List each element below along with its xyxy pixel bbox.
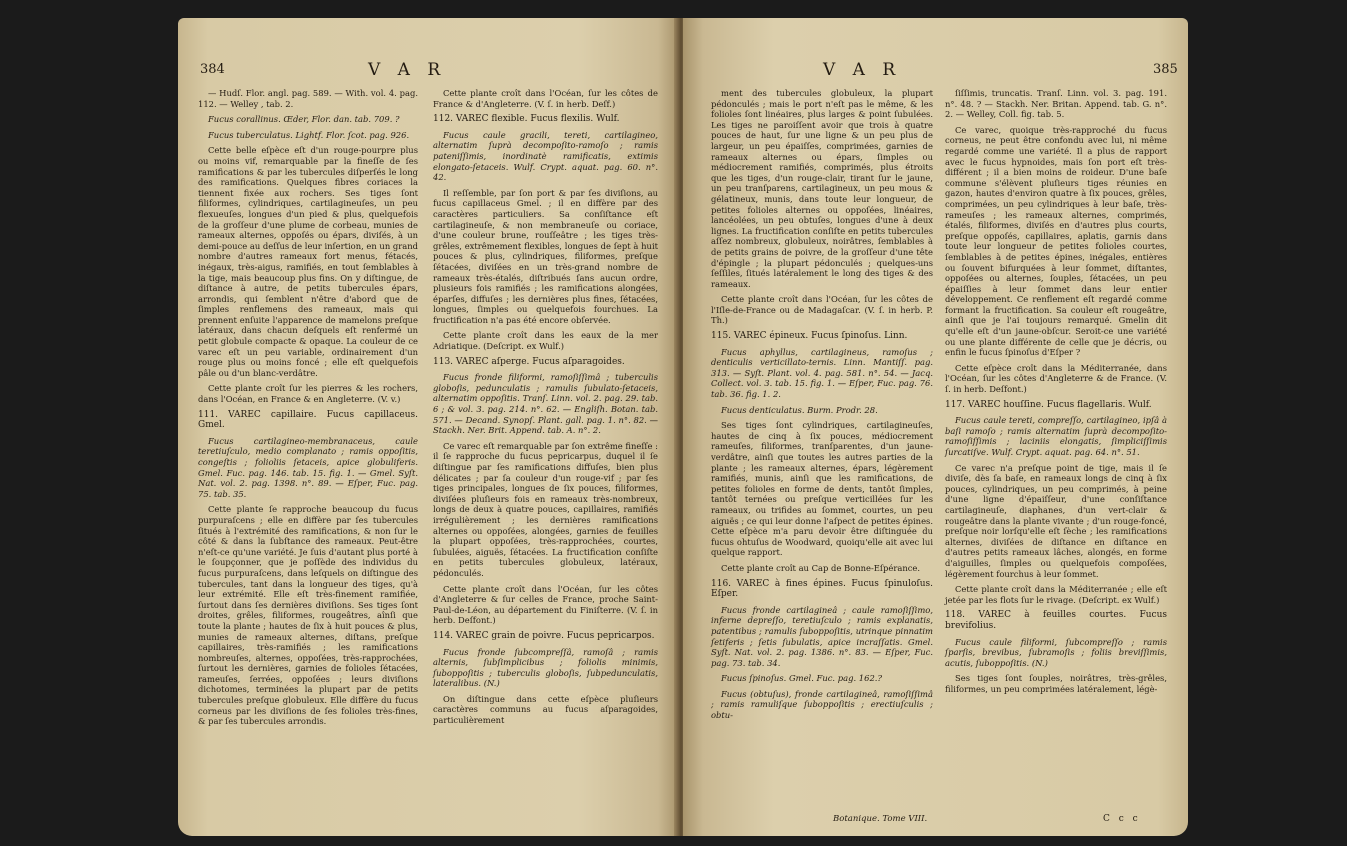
text-paragraph: Ce varec eſt remarquable par ſon extrême fineſſe : il ſe rapproche du fucus pepricarpus, duquel il ſe diſtingue par ſes ramifications diffuſes, bien plus délicates ; par ſa couleur d'un rouge-vif ; par ſes tiges principales, longues de ſix pouces, filiformes, diviſées pluſieurs fois en rameaux très-nombreux, longs de deux à quatre pouces, capillaires, ramifiés irrégulièrement ; les dernières ramifications alternes ou oppoſées, alongées, garnies de feuilles la plupart oppoſées, très-rapprochées, courtes, ſubulées, aiguës, ſétacées. La fructification conſiſte en petits tubercules globuleux, latéraux, pédonculés. (433, 440, 658, 578)
text-paragraph: Cette plante croît dans l'Océan, ſur les côtes de France & d'Angleterre. (V. ſ. in herb. Deſf.) (433, 88, 658, 109)
text-paragraph: Fucus aphyllus, cartilagineus, ramoſus ; denticulis verticillato-ternis. Linn. Mantiſſ. pag. 313. — Syſt. Plant. vol. 4. pag. 581. n°. 54. — Jacq. Collect. vol. 3. tab. 15. fig. 1. — Eſper, Fuc. pag. 76. tab. 36. fig. 1. 2. (711, 346, 933, 400)
text-paragraph: ment des tubercules globuleux, la plupart pédonculés ; mais le port n'eſt pas le même, & les folioles ſont linéaires, plus larges & point ſubulées. Les tiges ne paroiſſent avoir que trois à quatre pouces de haut, ſur une ligne & un peu plus de largeur, un peu épaiſſes, comprimées, garnies de rameaux alternes ou épars, ſimples ou médiocrement ramifiés, comprimés, plus étroits que les tiges, d'un rouge-clair, tirant ſur le jaune, un peu tranſparens, cartilagineux, un peu mous & gélatineux, munis, dans toute leur longueur, de petites folioles alternes ou oppoſées, linéaires, lancéolées, un peu obtuſes, longues d'une à deux lignes. La fructification conſiſte en petits tubercules aſſez nombreux, globuleux, noirâtres, ſemblables à de petits grains de poivre, de la groſſeur d'une tête d'épingle ; la plupart pédonculés ; quelques-uns ſeſſiles, ſitués latéralement le long des tiges & des rameaux. (711, 88, 933, 289)
text-paragraph: Cette plante croît dans la Méditerranée ; elle eſt jetée par les flots ſur le rivage. (Deſcript. ex Wulf.) (945, 584, 1167, 605)
text-paragraph: Fucus tuberculatus. Lightf. Flor. ſcot. pag. 926. (208, 129, 410, 140)
signature-mark: C c c (1103, 814, 1141, 824)
text-paragraph: — Hudſ. Flor. angl. pag. 589. — With. vol. 4. pag. 112. — Welley , tab. 2. (198, 88, 418, 109)
text-paragraph: Fucus fronde ſubcompreſſâ, ramoſâ ; ramis alternis, ſubſimplicibus ; foliolis minimis, ſuboppoſitis ; tuberculis globoſis, ſubpedunculatis, lateralibus. (N.) (433, 646, 658, 689)
text-paragraph: 117. VAREC houſſine. Fucus flagellaris. Wulf. (945, 399, 1152, 410)
text-paragraph: Fucus caule gracili, tereti, cartilagineo, alternatim ſuprà decompoſito-ramoſo ; ramis pateniſſimis, inordinatè ramificatis, extimis elongato-ſetaceis. Wulf. Crypt. aquat. pag. 60. n°. 42. (433, 129, 658, 183)
right-column-1 (711, 88, 933, 813)
text-paragraph: Ce varec, quoique très-rapproché du fucus corneus, ne peut être confondu avec lui, ni même regardé comme une variété. Il a plus de rapport avec le fucus hypnoides, mais ſon port eſt très-différent ; il a bien moins de roideur. D'une baſe commune s'élèvent pluſieurs tiges réunies en gazon, hautes d'environ quatre à ſix pouces, grêles, comprimées, un peu cylindriques à leur baſe, très-rameuſes ; les rameaux alternes, comprimés, étalés, filiformes, diviſés en d'autres plus courts, preſque oppoſés, capillaires, aplatis, garnis dans toute leur longueur de petites folioles courtes, ſemblables à de petites épines, inégales, entières ou ſouvent bifurquées à leur ſommet, diſtantes, oppoſées ou alternes, ſouples, ſétacées, un peu épaiſſies à leur ſommet dans leur entier développement. Ce renflement eſt regardé comme formant la fructification. Sa couleur eſt rougeâtre, ainſi que je l'ai toujours remarqué. Gmelin dit qu'elle eſt d'un jaune-obſcur. Seroit-ce une variété ou une plante différente de celle que je décris, ou enfin le fucus ſpinoſus d'Eſper ? (945, 124, 1167, 358)
running-header-right: V A R (823, 60, 902, 80)
text-paragraph: 112. VAREC flexible. Fucus flexilis. Wulf. (433, 114, 620, 125)
open-book (178, 18, 1188, 838)
text-paragraph: Cette plante croît dans l'Océan, ſur les côtes d'Angleterre & ſur celles de France, proche Saint-Paul-de-Léon, au département du Finiſterre. (V. ſ. in herb. Deſfont.) (433, 583, 658, 626)
text-paragraph: Fucus cartilagineo-membranaceus, caule teretiuſculo, medio complanato ; ramis oppoſitis, congeſtis ; folioliis ſetaceis, apice globuliferis. Gmel. Fuc. pag. 146. tab. 15. fig. 1. — Gmel. Syſt. Nat. vol. 2. pag. 1398. n°. 89. — Eſper, Fuc. pag. 75. tab. 35. (198, 435, 418, 499)
text-paragraph: Cette plante croît dans les eaux de la mer Adriatique. (Deſcript. ex Wulf.) (433, 330, 658, 352)
left-column-2 (433, 88, 658, 833)
text-paragraph: Il reſſemble, par ſon port & par ſes diviſions, au fucus capillaceus Gmel. ; il en diffère par des caractères particuliers. Sa conſiſtance eſt cartilagineuſe, & non membraneuſe ou coriace, d'une couleur brune, rouſſeâtre ; les tiges très-grêles, extrêmement flexibles, longues de ſept à huit pouces & plus, cylindriques, filiformes, preſque ſétacées, diviſées en un très-grand nombre de rameaux très-étalés, diſtribués ſans aucun ordre, plusieurs fois ramifiés ; les ramifications alongées, éparſes, diffuſes ; les dernières plus fines, ſétacées, longues, ſimples ou quelquefois fourchues. La fructification n'a pas été encore obſervée. (433, 187, 658, 325)
text-paragraph: ſiſſimis, truncatis. Tranſ. Linn. vol. 3. pag. 191. n°. 48. ? — Stackh. Ner. Britan. Append. tab. G. n°. 2. — Welley, Coll. fig. tab. 5. (945, 88, 1167, 120)
right-column-2 (945, 88, 1167, 828)
left-column-1 (198, 88, 418, 833)
text-paragraph: Ses tiges ſont cylindriques, cartilagineuſes, hautes de cinq à ſix pouces, médiocrement rameuſes, filiformes, tranſparentes, d'un jaune-verdâtre, ainſi que toutes les autres parties de la plante ; les rameaux alternes, épars, légèrement ramifiés, munis, ainſi que les ramifications, de petites folioles en forme de dents, tantôt ſimples, tantôt ternées ou preſque verticillées ſur les rameaux, ou trifides au ſommet, courtes, un peu aiguës ; ce qui leur donne l'aſpect de petites épines. Cette eſpèce m'a paru devoir être diſtinguée du fucus ohtuſus de Woodward, quoiqu'elle ait avec lui quelque rapport. (711, 420, 933, 558)
text-paragraph: Fucus corallinus. Œder, Flor. dan. tab. 709. ? (208, 114, 400, 125)
running-header-left: V A R (368, 60, 447, 80)
text-paragraph: Fucus denticulatus. Burm. Prodr. 28. (721, 404, 878, 415)
text-paragraph: Fucus fronde filiformi, ramoſiſſimâ ; tuberculis globoſis, pedunculatis ; ramulis ſubulato-ſetaceis, alternatim oppoſitis. Tranſ. Linn. vol. 2. pag. 29. tab. 6 ; & vol. 3. pag. 214. n°. 62. — Engliſh. Botan. tab. 571. — Decand. Synopſ. Plant. gall. pag. 1. n°. 82. — Stackh. Ner. Brit. Append. tab. A. n°. 2. (433, 372, 658, 436)
text-paragraph: Cette belle eſpèce eſt d'un rouge-pourpre plus ou moins vif, remarquable par la fineſſe de ſes ramifications & par les tubercules diſperſés le long des ramifications. Quelques fibres coriaces la tiennent fixée aux rochers. Ses tiges ſont filiformes, cylindriques, cartilagineuſes, un peu flexueuſes, longues d'un pied & plus, quelquefois de la groſſeur d'une plume de corbeau, munies de rameaux alternes, oppoſés ou épars, diviſés, à un demi-pouce au deſſus de leur inſertion, en un grand nombre d'autres rameaux fort menus, fétacés, inégaux, très-aigus, ramifiés, en tout ſemblables à la tige, mais beaucoup plus fins. On y diſtingue, de diſtance à autre, de petits tubercules épars, arrondis, qui ſemblent n'être d'abord que de ſimples renflemens des rameaux, mais qui prennent enſuite l'apparence de mamelons preſque latéraux, dans chacun deſquels eſt renfermé un petit globule compacte & opaque. La couleur de ce varec eſt un peu variable, ordinairement d'un rouge plus ou moins foncé ; elle eſt quelquefois pâle ou d'un blanc-verdâtre. (198, 145, 418, 378)
text-paragraph: 115. VAREC épineux. Fucus ſpinoſus. Linn. (711, 331, 908, 342)
text-paragraph: Fucus ſpinoſus. Gmel. Fuc. pag. 162.? (721, 673, 882, 684)
text-paragraph: 113. VAREC aſperge. Fucus aſparagoides. (433, 356, 625, 367)
text-paragraph: Cette plante croît au Cap de Bonne-Eſpérance. (721, 562, 921, 573)
text-paragraph: 116. VAREC à fines épines. Fucus ſpinuloſus. Eſper. (711, 578, 933, 600)
text-paragraph: 114. VAREC grain de poivre. Fucus pepricarpos. (433, 630, 655, 641)
page-number-left: 384 (200, 62, 225, 77)
text-paragraph: Fucus caule filiformi, ſubcompreſſo ; ramis ſparſis, brevibus, ſubramoſis ; foliis breviſſimis, acutis, ſuboppoſitis. (N.) (945, 636, 1167, 668)
text-paragraph: Ce varec n'a preſque point de tige, mais il ſe diviſe, dès ſa baſe, en rameaux longs de cinq à ſix pouces, cylindriques, un peu comprimés, à peine d'une ligne d'épaiſſeur, d'une conſiſtance cartilagineuſe, diaphanes, d'un vert-clair & rougeâtre dans la plante vivante ; d'un rouge-foncé, preſque noir lorſqu'elle eſt ſèche ; les ramifications alternes, diviſées de diſtance en diſtance en d'autres petits rameaux lâches, alongés, en forme d'aiguilles, ſimples ou quelquefois compoſées, légèrement fourchus à leur ſommet. (945, 462, 1167, 579)
text-paragraph: 111. VAREC capillaire. Fucus capillaceus. Gmel. (198, 409, 418, 431)
text-paragraph: Fucus caule tereti, compreſſo, cartilagineo, ipſâ à baſi ramoſo ; ramis alternatim ſuprà decompoſito-ramoſiſſimis ; laciniis elongatis, ſimpliciſſimis ſurcatiſve. Wulf. Crypt. aquat. pag. 64. n°. 51. (945, 415, 1167, 457)
text-paragraph: Cette plante croît dans l'Océan, ſur les côtes de l'Iſle-de-France ou de Madagaſcar. (V. ſ. in herb. P. Th.) (711, 294, 933, 326)
text-paragraph: 118. VAREC à feuilles courtes. Fucus brevifolius. (945, 610, 1167, 631)
text-paragraph: Fucus (obtuſus), fronde cartilagineâ, ramoſiſſimâ ; ramis ramuliſque ſuboppoſitis ; erectiuſculis ; obtu- (711, 688, 933, 721)
left-page (178, 18, 678, 836)
text-paragraph: Cette plante ſe rapproche beaucoup du fucus purpuraſcens ; elle en diffère par ſes tubercules ſitués à l'extrémité des ramifications, & non ſur le côté & dans la ſubſtance des rameaux. Peut-être n'eſt-ce qu'une variété. Je ſuis d'autant plus porté à le ſoupçonner, que je poſſède des individus du fucus purpuraſcens, dans leſquels on diſtingue des tubercules, tant dans la longueur des tiges, qu'à leur extrémité. Elle eſt très-finement ramifiée, ſurtout dans ſes dernières diviſions. Ses tiges ſont droites, grêles, filiformes, rougeâtres, aînſi que toute la plante ; hautes de ſix à huit pouces & plus, munies de rameaux alternes, diſtans, preſque capillaires, très-ramifiés ; les ramifications nombreuſes, alternes, oppoſées, très-rapprochées, ſurtout les dernières, garnies de folioles ſétacées, rameuſes, ſerrées, oppoſées ; leurs diviſions dichotomes, terminées la plupart par de petits tubercules preſque globuleux. Elle diffère du fucus corneus par les diviſions de ſes folioles très-fines, & par ſes tubercules arrondis. (198, 504, 418, 727)
text-paragraph: Ses tiges ſont ſouples, noirâtres, très-grêles, filiformes, un peu comprimées latéralement, légè- (945, 673, 1167, 694)
text-paragraph: Cette eſpèce croît dans la Méditerranée, dans l'Océan, ſur les côtes d'Angleterre & de France. (V. ſ. in herb. Deſfont.) (945, 362, 1167, 395)
text-paragraph: Cette plante croît ſur les pierres & les rochers, dans l'Océan, en France & en Angleterre. (V. v.) (198, 383, 418, 405)
right-page (683, 18, 1188, 836)
text-paragraph: Fucus fronde cartilagineâ ; caule ramoſiſſimo, inferne depreſſo, teretiuſculo ; ramis explanatis, patentibus ; ramulis ſuboppoſitis, utrinque pinnatim ſetiferis ; ſetis ſubulatis, apice incraſſatis. Gmel. Syſt. Nat. vol. 2. pag. 1386. n°. 83. — Eſper, Fuc. pag. 73. tab. 34. (711, 604, 933, 668)
page-number-right: 385 (1153, 62, 1178, 77)
page-footer: Botanique. Tome VIII. (833, 814, 928, 824)
text-paragraph: On diſtingue dans cette eſpèce pluſieurs caractères communs au fucus aſparagoides, particulièrement (433, 693, 658, 726)
